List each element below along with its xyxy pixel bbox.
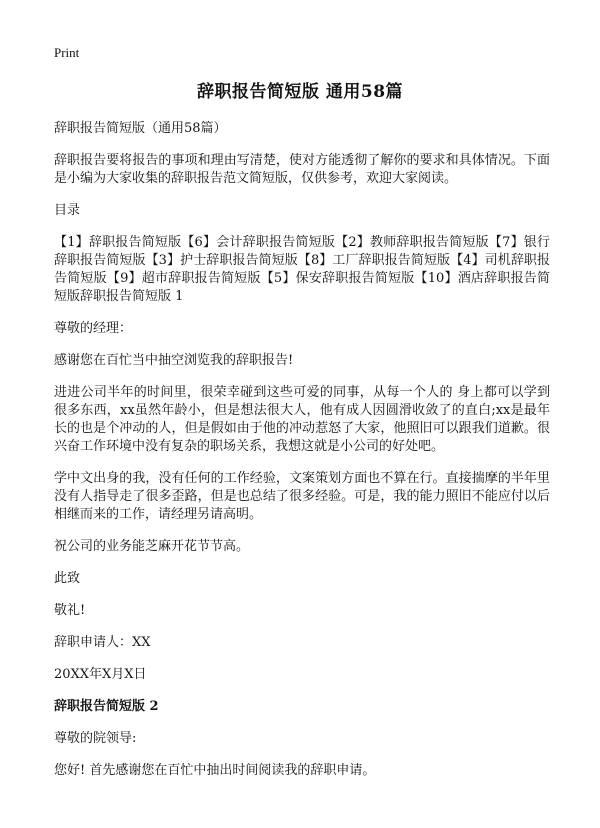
toc-items: 【1】辞职报告简短版【6】会计辞职报告简短版【2】教师辞职报告简短版【7】银行辞职报告简短版【3】护士辞职报告简短版【8】工厂辞职报告简短版【4】司机辞职报告简短版【9】超市辞职报告简短版【5】保安辞职报告简短版【10】酒店辞职报告简短版辞职报告简短版 1 — [54, 235, 550, 304]
print-link[interactable]: Print — [54, 45, 80, 60]
salutation-1: 尊敬的经理： — [54, 321, 133, 336]
applicant-line: 辞职申请人：XX — [54, 635, 151, 650]
paragraph-2: 进进公司半年的时间里，很荣幸碰到这些可爱的同事，从每一个人的 身上都可以学到很多东西，xx虽然年龄小，但是想法很大人，他有成人因圆滑收敛了的直白;xx是最年长的也是个冲动的人，但是假如由于他的冲动惹怒了大家，他照旧可以跟我们道歉。很兴奋工作环境中没有复杂的职场关系，我想这就是小公司的好处吧。 — [54, 385, 550, 454]
paragraph-4: 祝公司的业务能芝麻开花节节高。 — [54, 539, 250, 554]
closing-line-2: 敬礼! — [54, 603, 86, 618]
intro-paragraph: 辞职报告要将报告的事项和理由写清楚，使对方能透彻了解你的要求和具体情况。下面是小编为大家收集的辞职报告范文简短版，仅供参考，欢迎大家阅读。 — [54, 153, 550, 186]
date-line: 20XX年X月X日 — [54, 667, 147, 682]
paragraph-1: 感谢您在百忙当中抽空浏览我的辞职报告! — [54, 353, 294, 368]
paragraph-3: 学中文出身的我，没有任何的工作经验，文案策划方面也不算在行。直接揣摩的半年里没有人指导走了很多歪路，但是也总结了很多经验。可是，我的能力照旧不能应付以后相继而来的工作，请经理另请高明。 — [54, 471, 550, 522]
paragraph-5: 您好! 首先感谢您在百忙中抽出时间阅读我的辞职申请。 — [54, 763, 376, 778]
closing-line-1: 此致 — [54, 571, 81, 586]
document-body — [54, 120, 550, 780]
salutation-2: 尊敬的院领导: — [54, 731, 137, 746]
document-title: 辞职报告简短版 通用58篇 — [196, 82, 404, 102]
toc-heading: 目录 — [54, 203, 81, 218]
subtitle: 辞职报告简短版（通用58篇） — [54, 121, 227, 136]
section-heading-2: 辞职报告简短版 2 — [54, 699, 159, 714]
